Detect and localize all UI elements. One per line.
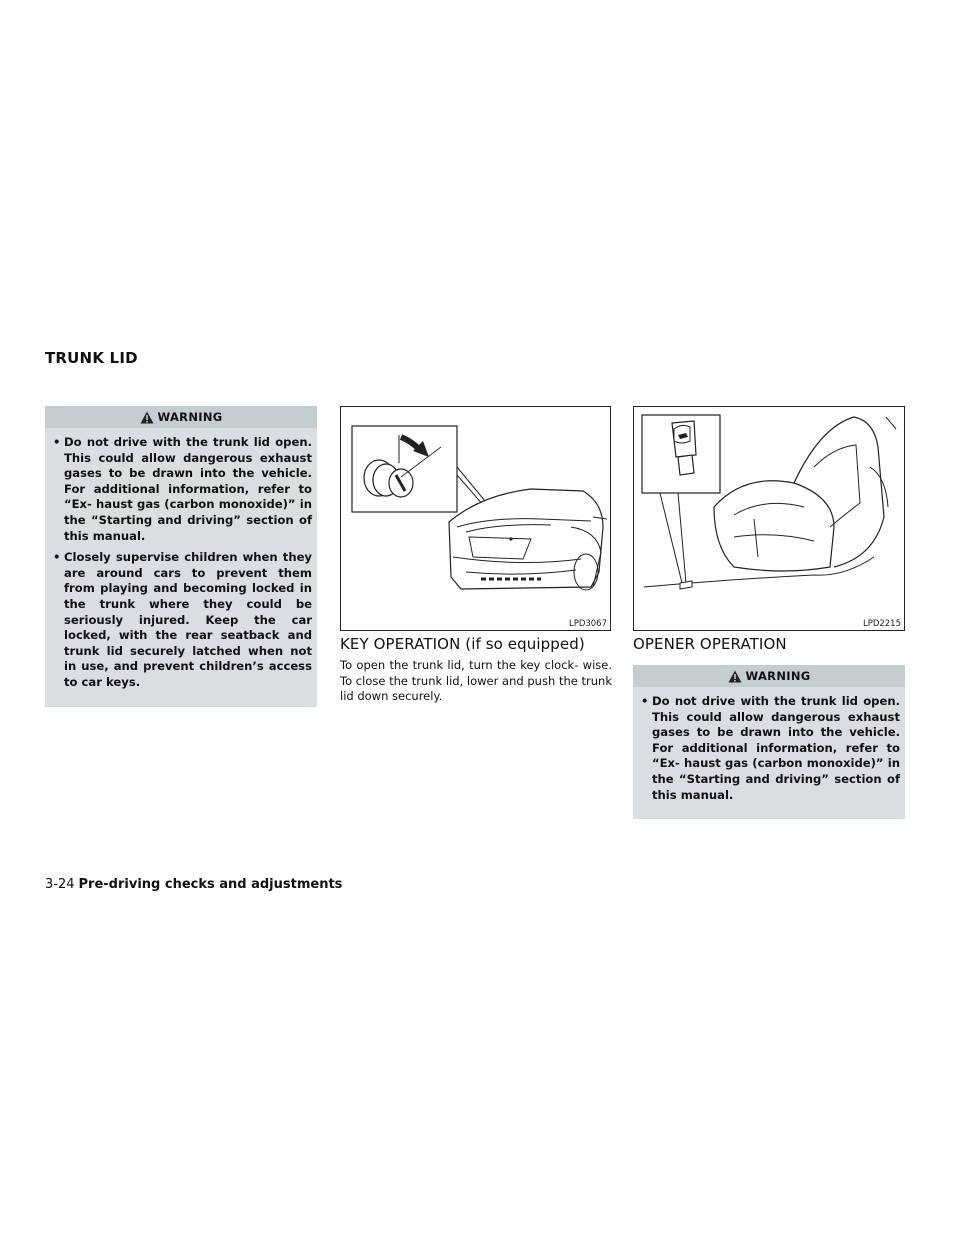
trunk-key-illustration xyxy=(341,407,610,630)
warning-list xyxy=(45,428,317,691)
figure-label: LPD2215 xyxy=(862,619,901,629)
opener-operation-heading: OPENER OPERATION xyxy=(633,635,787,653)
figure-opener-operation xyxy=(633,406,905,631)
warning-header xyxy=(633,665,905,687)
warning-item: • Do not drive with the trunk lid open. This could allow dangerous exhaust gases to be drawn into the vehicle. For additional information, refer to “Ex- haust gas (carbon monoxide)” in the “Starting and driving” section of this manual. xyxy=(641,694,900,803)
warning-triangle-icon xyxy=(728,670,742,683)
warning-title: WARNING xyxy=(157,410,223,424)
warning-item: • Do not drive with the trunk lid open. This could allow dangerous exhaust gases to be drawn into the vehicle. For additional information, refer to “Ex- haust gas (carbon monoxide)” in the “Starting and driving” section of this manual. xyxy=(53,435,312,544)
figure-label: LPD3067 xyxy=(568,619,607,629)
warning-triangle-icon xyxy=(140,411,154,424)
page-number: 3-24 xyxy=(45,877,75,892)
key-operation-text: To open the trunk lid, turn the key clock- wise. To close the trunk lid, lower and push the trunk lid down securely. xyxy=(340,658,612,704)
warning-box-left xyxy=(45,406,317,707)
page-footer xyxy=(45,877,342,892)
warning-header xyxy=(45,406,317,428)
warning-box-right xyxy=(633,665,905,819)
figure-key-operation xyxy=(340,406,611,631)
opener-lever-illustration xyxy=(634,407,904,630)
section-title: TRUNK LID xyxy=(45,349,138,367)
key-operation-heading: KEY OPERATION (if so equipped) xyxy=(340,635,585,653)
warning-list xyxy=(633,687,905,803)
warning-item: • Closely supervise children when they are around cars to prevent them from playing and becoming locked in the trunk where they could be seriously injured. Keep the car locked, with the rear seatback and trunk lid securely latched when not in use, and prevent children’s access to car keys. xyxy=(53,550,312,690)
warning-title: WARNING xyxy=(745,669,811,683)
chapter-title: Pre-driving checks and adjustments xyxy=(78,877,343,892)
